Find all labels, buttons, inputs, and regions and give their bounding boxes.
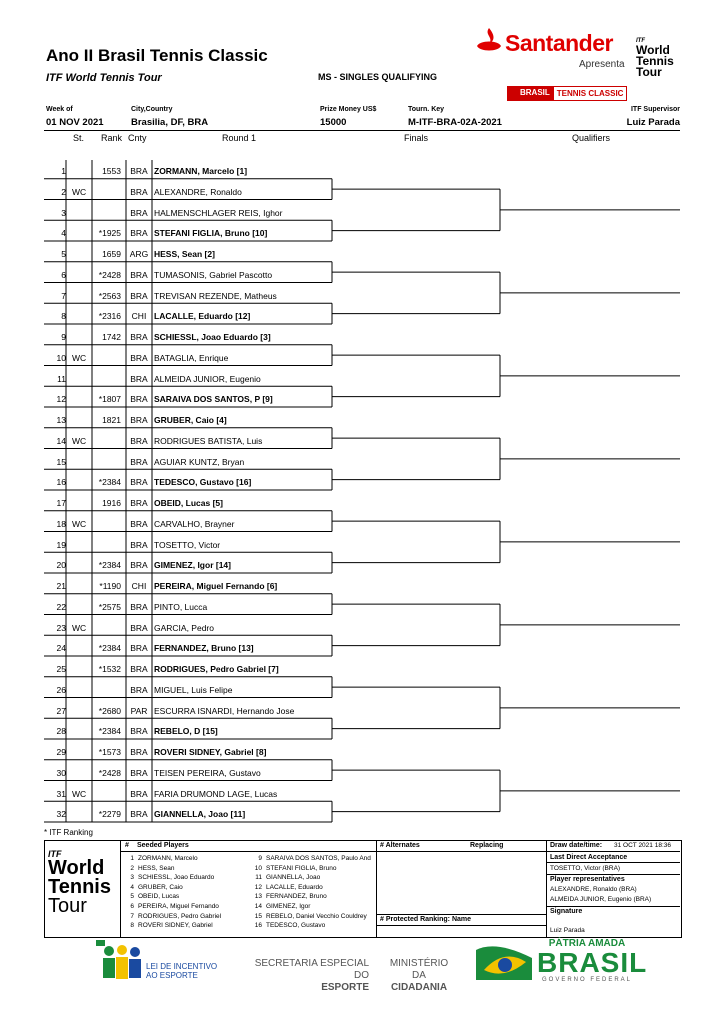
player-country: BRA [130, 332, 148, 342]
lei-incentivo-figures-icon [100, 942, 144, 982]
player-name: RODRIGUES BATISTA, Luis [154, 435, 263, 446]
seed-name: RODRIGUES, Pedro Gabriel [138, 912, 222, 920]
lei-incentivo-logo [100, 942, 144, 987]
seed-number: 5 [130, 893, 134, 901]
player-name: OBEID, Lucas [5] [154, 498, 223, 508]
patria-amada-brasil: PÁTRIA AMADA BRASIL GOVERNO FEDERAL [537, 938, 648, 983]
player-name: REBELO, D [15] [154, 726, 218, 737]
itf-mark: ITF [636, 38, 645, 44]
draw-position: 7 [61, 290, 66, 301]
player-rank: *2575 [98, 601, 121, 612]
city-label: City,Country [131, 106, 173, 113]
player-name: HESS, Sean [2] [154, 249, 215, 259]
prize-value: 15000 [320, 117, 347, 128]
brazil-flag-shape-icon [476, 940, 532, 980]
player-name: TEDESCO, Gustavo [16] [154, 477, 252, 488]
player-status: WC [72, 352, 87, 363]
key-value: M-ITF-BRA-02A-2021 [408, 117, 502, 128]
seed-number: 16 [254, 922, 262, 930]
player-country: BRA [130, 788, 148, 799]
seeded-title: Seeded Players [137, 842, 189, 849]
seed-number: 7 [130, 912, 134, 920]
seed-name: ZORMANN, Marcelo [138, 855, 198, 862]
seed-name: SCHIESSL, Joao Eduardo [138, 874, 215, 882]
draw-position: 29 [56, 747, 66, 757]
player-rank: 1742 [102, 332, 121, 342]
draw-position: 2 [61, 186, 66, 197]
player-rank: *2384 [98, 643, 121, 654]
draw-position: 23 [56, 622, 66, 633]
page-title: Ano II Brasil Tennis Classic [46, 46, 268, 65]
draw-position: 19 [56, 539, 66, 550]
draw-position: 4 [61, 228, 66, 239]
draw-position: 16 [56, 477, 66, 488]
player-country: BRA [130, 290, 148, 301]
player-rank: 1553 [102, 166, 121, 176]
signature-label: Signature [550, 908, 583, 915]
wtt-wordmark: World Tennis Tour [636, 43, 674, 79]
secretaria-esporte: SECRETARIA ESPECIAL DO ESPORTE [254, 958, 369, 993]
player-status: WC [72, 435, 87, 446]
player-country: CHI [131, 581, 147, 591]
player-name: FERNANDEZ, Bruno [13] [154, 643, 254, 654]
player-name: STEFANI FIGLIA, Bruno [10] [154, 228, 268, 239]
draw-position: 11 [57, 373, 66, 384]
prize-label: Prize Money US$ [320, 106, 377, 113]
draw-position: 28 [56, 726, 66, 737]
player-country: BRA [130, 684, 148, 695]
draw-position: 5 [61, 249, 66, 259]
apresenta-label: Apresenta [579, 59, 625, 70]
seeded-hash: # [125, 842, 129, 849]
player-country: BRA [130, 373, 148, 384]
draw-position: 8 [61, 311, 66, 322]
seed-number: 11 [255, 874, 262, 882]
seed-number: 9 [258, 855, 262, 862]
seed-number: 13 [254, 893, 262, 901]
player-rank: *2316 [98, 311, 121, 322]
player-rank: *2384 [98, 477, 121, 488]
seed-name: ROVERI SIDNEY, Gabriel [138, 922, 213, 930]
player-name: GIANNELLA, Joao [11] [154, 809, 246, 820]
player-country: BRA [130, 269, 148, 280]
player-country: BRA [130, 166, 148, 176]
itf-ranking-note: * ITF Ranking [44, 828, 93, 837]
player-rank: 1821 [102, 415, 121, 425]
draw-position: 30 [56, 767, 66, 778]
player-rank: *2563 [98, 290, 121, 301]
player-name: AGUIAR KUNTZ, Bryan [154, 456, 245, 467]
rep-2: ALMEIDA JUNIOR, Eugenio (BRA) [550, 896, 652, 903]
santander-wordmark: Santander [505, 30, 613, 56]
player-country: BRA [130, 726, 148, 737]
player-rank: *1807 [98, 394, 121, 405]
player-rank: *2279 [98, 809, 121, 820]
wtt-footer-logo: ITF World Tennis Tour [48, 850, 118, 916]
player-rank: *1573 [98, 747, 121, 757]
player-status: WC [72, 788, 87, 799]
player-rank: *1190 [99, 581, 121, 591]
draw-position: 20 [56, 560, 66, 571]
seed-name: REBELO, Daniel Vecchio Couldrey [266, 912, 367, 920]
draw-position: 17 [56, 498, 66, 508]
draw-position: 18 [56, 518, 66, 529]
player-name: PINTO, Lucca [154, 601, 208, 612]
player-country: BRA [130, 539, 148, 550]
seed-name: GIMENEZ, Igor [266, 903, 311, 910]
col-st: St. [73, 133, 85, 143]
alternates-label: # Alternates [380, 842, 420, 849]
player-country: BRA [130, 809, 148, 820]
seed-number: 14 [254, 903, 262, 910]
player-name: ROVERI SIDNEY, Gabriel [8] [154, 747, 267, 757]
player-name: CARVALHO, Brayner [154, 518, 235, 529]
player-rank: *2680 [98, 705, 121, 716]
seed-number: 8 [130, 922, 134, 930]
week-label: Week of [46, 106, 73, 113]
event-name: MS - SINGLES QUALIFYING [318, 72, 438, 82]
reps-label: Player representatives [550, 876, 625, 883]
player-country: BRA [130, 601, 148, 612]
seed-name: GIANNELLA, Joao [266, 874, 321, 882]
seed-name: STEFANI FIGLIA, Bruno [266, 864, 337, 872]
draw-position: 25 [56, 664, 66, 674]
player-country: BRA [130, 767, 148, 778]
tour-name: ITF World Tennis Tour [46, 72, 162, 84]
signature-value: Luiz Parada [550, 927, 585, 934]
seed-name: GRUBER, Caio [138, 883, 183, 891]
player-rank: *2384 [98, 726, 121, 737]
player-name: RODRIGUES, Pedro Gabriel [7] [154, 664, 279, 674]
seed-number: 12 [254, 883, 262, 891]
draw-position: 13 [56, 415, 66, 425]
seed-number: 6 [130, 903, 134, 910]
player-country: BRA [130, 415, 148, 425]
player-name: ALEXANDRE, Ronaldo [154, 186, 242, 197]
player-country: BRA [130, 664, 148, 674]
ministerio-cidadania: MINISTÉRIO DA CIDADANIA [389, 958, 449, 993]
lei-incentivo-text: LEI DE INCENTIVO AO ESPORTE [146, 962, 218, 980]
player-name: SARAIVA DOS SANTOS, P [9] [154, 394, 273, 405]
col-rank: Rank [101, 133, 123, 143]
col-round1: Round 1 [222, 133, 257, 143]
seed-number: 15 [254, 912, 262, 920]
player-rank: 1916 [102, 498, 121, 508]
col-qualifiers: Qualifiers [572, 133, 611, 143]
player-name: TREVISAN REZENDE, Matheus [154, 290, 277, 301]
seed-number: 10 [254, 864, 262, 872]
lda-value: TOSETTO, Victor (BRA) [550, 865, 621, 872]
draw-position: 3 [61, 207, 66, 218]
badge-tennis-classic: TENNIS CLASSIC [553, 86, 628, 101]
draw-position: 12 [56, 394, 66, 405]
draw-date-value: 31 OCT 2021 18:36 [614, 842, 671, 849]
seed-number: 4 [130, 883, 134, 891]
seed-number: 1 [130, 855, 134, 862]
player-name: TEISEN PEREIRA, Gustavo [154, 767, 261, 778]
player-country: BRA [130, 747, 148, 757]
supervisor-value: Luiz Parada [626, 117, 680, 128]
player-rank: 1659 [102, 249, 121, 259]
draw-position: 15 [56, 456, 66, 467]
seed-number: 3 [130, 874, 134, 882]
seed-name: FERNANDEZ, Bruno [266, 893, 327, 901]
player-name: MIGUEL, Luis Felipe [154, 684, 233, 695]
player-status: WC [72, 622, 87, 633]
seed-name: LACALLE, Eduardo [266, 883, 323, 891]
player-status: WC [72, 518, 87, 529]
draw-position: 31 [56, 788, 66, 799]
player-country: BRA [130, 207, 148, 218]
draw-position: 1 [61, 166, 66, 176]
player-country: BRA [130, 228, 148, 239]
player-country: BRA [130, 622, 148, 633]
seed-name: HESS, Sean [138, 864, 175, 872]
col-finals: Finals [404, 133, 429, 143]
player-country: CHI [131, 311, 147, 322]
player-name: SCHIESSL, Joao Eduardo [3] [154, 332, 271, 342]
seed-number: 2 [130, 864, 134, 872]
player-name: ALMEIDA JUNIOR, Eugenio [154, 373, 261, 384]
player-name: FARIA DRUMOND LAGE, Lucas [154, 788, 278, 799]
seed-name: PEREIRA, Miguel Fernando [138, 903, 219, 910]
player-name: GIMENEZ, Igor [14] [154, 560, 231, 571]
player-country: BRA [130, 498, 148, 508]
player-country: ARG [129, 249, 149, 259]
draw-position: 14 [56, 435, 66, 446]
col-cnty: Cnty [128, 133, 147, 143]
supervisor-label: ITF Supervisor [630, 106, 680, 113]
draw-position: 22 [56, 601, 66, 612]
draw-position: 26 [56, 684, 66, 695]
player-country: BRA [130, 643, 148, 654]
player-name: ZORMANN, Marcelo [1] [154, 166, 248, 176]
replacing-label: Replacing [470, 842, 504, 849]
seed-name: OBEID, Lucas [138, 893, 180, 901]
player-country: BRA [130, 560, 148, 571]
protected-label: # Protected Ranking: Name [380, 916, 472, 923]
player-country: BRA [130, 394, 148, 405]
player-name: PEREIRA, Miguel Fernando [6] [154, 581, 278, 591]
draw-position: 21 [56, 581, 66, 591]
player-name: TUMASONIS, Gabriel Pascotto [154, 269, 273, 280]
player-name: GRUBER, Caio [4] [154, 415, 227, 425]
brazil-flag-logo [476, 940, 532, 985]
player-rank: *2428 [98, 269, 121, 280]
seed-name: TEDESCO, Gustavo [266, 922, 326, 930]
draw-date-label: Draw date/time: [550, 842, 603, 849]
key-label: Tourn. Key [408, 106, 445, 113]
player-country: PAR [130, 705, 148, 716]
player-rank: *1532 [98, 664, 121, 674]
player-rank: *2384 [98, 560, 121, 571]
player-name: BATAGLIA, Enrique [154, 352, 229, 363]
player-name: HALMENSCHLAGER REIS, Ighor [154, 207, 283, 218]
player-status: WC [72, 186, 87, 197]
player-name: ESCURRA ISNARDI, Hernando Jose [154, 705, 295, 716]
player-name: TOSETTO, Victor [154, 539, 221, 550]
draw-position: 27 [56, 705, 66, 716]
draw-position: 24 [56, 643, 66, 654]
player-name: GARCIA, Pedro [154, 622, 214, 633]
week-value: 01 NOV 2021 [46, 117, 104, 128]
player-country: BRA [130, 186, 148, 197]
player-country: BRA [130, 352, 148, 363]
player-country: BRA [130, 435, 148, 446]
player-rank: *2428 [98, 767, 121, 778]
player-country: BRA [130, 518, 148, 529]
lda-label: Last Direct Acceptance [550, 854, 628, 861]
badge-brasil: BRASIL [517, 86, 553, 101]
draw-position: 10 [56, 352, 66, 363]
itf-footer-mark: ITF [48, 849, 62, 859]
draw-position: 9 [61, 332, 66, 342]
player-name: LACALLE, Eduardo [12] [154, 311, 251, 322]
player-rank: *1925 [98, 228, 121, 239]
player-country: BRA [130, 456, 148, 467]
rep-1: ALEXANDRE, Ronaldo (BRA) [550, 886, 637, 893]
draw-position: 6 [61, 269, 66, 280]
draw-position: 32 [56, 809, 66, 820]
seed-name: SARAIVA DOS SANTOS, Paulo And [266, 855, 371, 862]
city-value: Brasilia, DF, BRA [131, 117, 209, 128]
player-country: BRA [130, 477, 148, 488]
